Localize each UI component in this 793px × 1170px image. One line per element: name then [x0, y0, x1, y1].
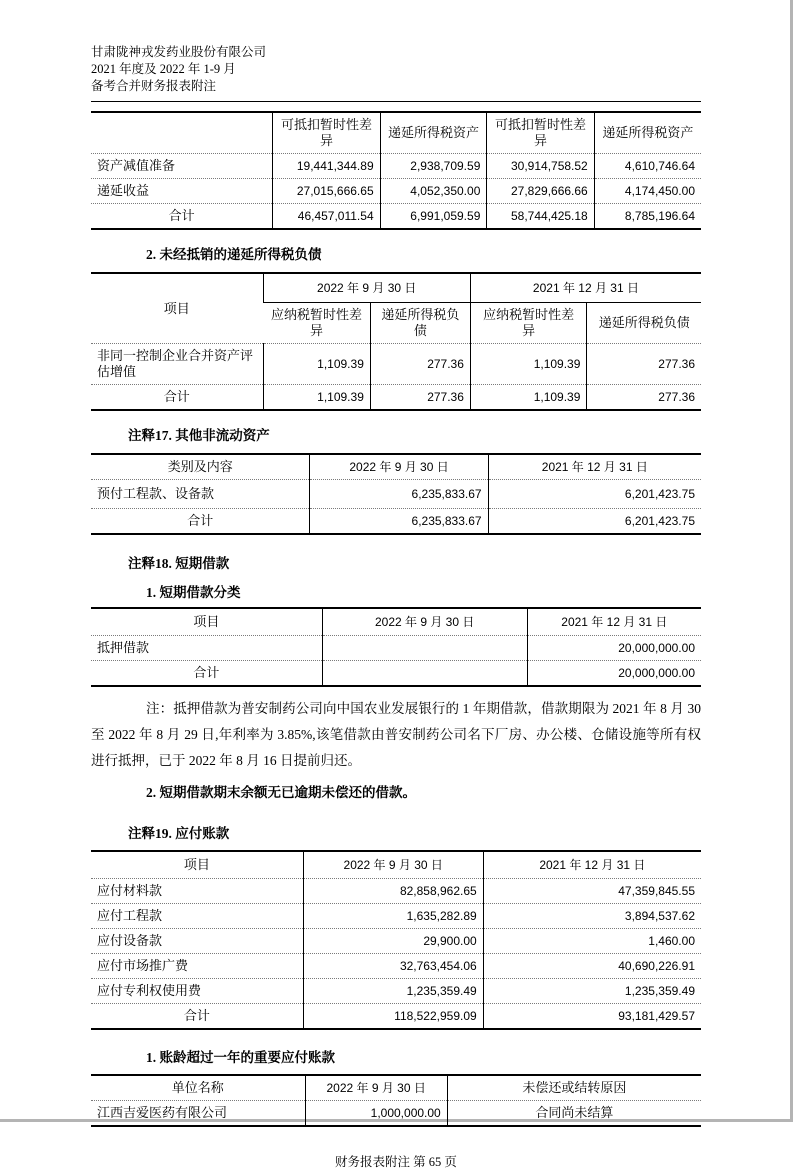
total-row — [91, 204, 701, 230]
column-header: 2022 年 9 月 30 日 — [310, 454, 488, 480]
table-row — [91, 879, 701, 904]
aged-payables-table — [91, 1074, 701, 1127]
table-row — [91, 154, 701, 179]
table-header-row — [91, 608, 701, 636]
cell-value: 277.36 — [587, 385, 701, 411]
table-row — [91, 480, 701, 509]
cell-value: 19,441,344.89 — [273, 154, 380, 179]
cell-value: 6,201,423.75 — [488, 480, 701, 509]
row-label: 非同一控制企业合并资产评估增值 — [91, 344, 263, 385]
total-label: 合计 — [91, 204, 273, 230]
total-label: 合计 — [91, 509, 310, 535]
cell-value: 1,109.39 — [263, 344, 370, 385]
cell-value: 8,785,196.64 — [594, 204, 701, 230]
column-header: 递延所得税资产 — [380, 112, 487, 154]
total-row — [91, 1004, 701, 1030]
cell-value: 47,359,845.55 — [483, 879, 701, 904]
row-label: 江西吉爱医药有限公司 — [91, 1101, 305, 1127]
total-row — [91, 661, 701, 687]
row-label: 预付工程款、设备款 — [91, 480, 310, 509]
section-heading-note18: 注释18. 短期借款 — [128, 556, 230, 571]
cell-value: 20,000,000.00 — [527, 636, 701, 661]
cell-value: 6,235,833.67 — [310, 509, 488, 535]
cell-value: 1,109.39 — [470, 344, 587, 385]
column-header: 应纳税暂时性差异 — [270, 307, 362, 338]
row-label: 递延收益 — [91, 179, 273, 204]
cell-value: 1,235,359.49 — [483, 979, 701, 1004]
cell-value: 277.36 — [370, 344, 470, 385]
cell-value: 1,635,282.89 — [303, 904, 483, 929]
column-header: 2021 年 12 月 31 日 — [488, 454, 701, 480]
row-label: 应付市场推广费 — [91, 954, 303, 979]
section-heading-note17: 注释17. 其他非流动资产 — [128, 428, 270, 443]
cell-value: 277.36 — [370, 385, 470, 411]
table-row — [91, 979, 701, 1004]
total-label: 合计 — [91, 661, 322, 687]
cell-value: 82,858,962.65 — [303, 879, 483, 904]
total-row — [91, 509, 701, 535]
date-group-header: 2021 年 12 月 31 日 — [470, 273, 701, 303]
column-header: 单位名称 — [171, 1080, 224, 1095]
cell-value: 3,894,537.62 — [483, 904, 701, 929]
date-group-header: 2022 年 9 月 30 日 — [263, 273, 470, 303]
row-label: 资产减值准备 — [91, 154, 273, 179]
table-row — [91, 904, 701, 929]
table-row — [91, 929, 701, 954]
row-label: 应付材料款 — [91, 879, 303, 904]
column-header: 2022 年 9 月 30 日 — [322, 608, 527, 636]
cell-value: 277.36 — [587, 344, 701, 385]
cell-value: 40,690,226.91 — [483, 954, 701, 979]
column-header: 2021 年 12 月 31 日 — [527, 608, 701, 636]
subheading-short-term-loans: 1. 短期借款分类 — [146, 585, 241, 600]
cell-value: 93,181,429.57 — [483, 1004, 701, 1030]
cell-value — [322, 636, 527, 661]
header-rule — [91, 101, 701, 102]
column-header — [91, 112, 273, 154]
report-title: 备考合并财务报表附注 — [91, 79, 217, 93]
cell-value: 6,235,833.67 — [310, 480, 488, 509]
cell-value: 27,015,666.65 — [273, 179, 380, 204]
table-row — [91, 636, 701, 661]
column-header: 2022 年 9 月 30 日 — [305, 1075, 447, 1101]
column-header: 类别及内容 — [167, 459, 233, 474]
cell-value: 6,201,423.75 — [488, 509, 701, 535]
total-label: 合计 — [91, 385, 263, 411]
table-row — [91, 1101, 701, 1127]
report-period: 2021 年度及 2022 年 1-9 月 — [91, 62, 236, 76]
page-footer: 财务报表附注 第 65 页 — [335, 1155, 457, 1169]
other-noncurrent-assets-table — [91, 453, 701, 535]
cell-value: 58,744,425.18 — [487, 204, 594, 230]
deferred-tax-assets-table — [91, 111, 701, 230]
page-content — [91, 0, 701, 1170]
company-name: 甘肃陇神戎发药业股份有限公司 — [91, 45, 267, 59]
table-header-row — [91, 851, 701, 879]
short-term-loans-table — [91, 607, 701, 687]
subheading-aged-payables: 1. 账龄超过一年的重要应付账款 — [146, 1050, 335, 1065]
letterhead — [91, 0, 701, 95]
accounts-payable-table — [91, 850, 701, 1030]
loan-note-paragraph: 注：抵押借款为普安制药公司向中国农业发展银行的 1 年期借款，借款期限为 2021 年 8 月 30 至 2022 年 8 月 29 日,年利率为 3.85%,该笔借款由普安制药公司名下厂房、办公楼、仓储设施等所有权进行抵押，已于 2022 年 8 月 16 日提前归还。 — [91, 701, 701, 768]
cell-value — [322, 661, 527, 687]
column-header: 递延所得税负债 — [587, 303, 701, 344]
table-header-row — [91, 1075, 701, 1101]
cell-value: 30,914,758.52 — [487, 154, 594, 179]
column-header: 未偿还或结转原因 — [447, 1075, 701, 1101]
table-header-row — [91, 273, 701, 303]
table-row — [91, 179, 701, 204]
cell-value: 2,938,709.59 — [380, 154, 487, 179]
column-header: 2022 年 9 月 30 日 — [303, 851, 483, 879]
column-header: 可抵扣暂时性差异 — [273, 112, 380, 154]
total-row — [91, 385, 701, 411]
cell-value: 29,900.00 — [303, 929, 483, 954]
column-header: 项目 — [183, 857, 210, 872]
row-label: 应付工程款 — [91, 904, 303, 929]
section-heading-note19: 注释19. 应付账款 — [128, 826, 230, 841]
column-header: 项目 — [193, 614, 220, 629]
cell-value: 118,522,959.09 — [303, 1004, 483, 1030]
cell-value: 1,000,000.00 — [305, 1101, 447, 1127]
table-header-row — [91, 454, 701, 480]
section-heading-deferred-tax-liabilities: 2. 未经抵销的递延所得税负债 — [146, 247, 322, 262]
item-header: 项目 — [163, 300, 190, 316]
cell-value: 32,763,454.06 — [303, 954, 483, 979]
table-header-row — [91, 112, 701, 154]
cell-value: 1,460.00 — [483, 929, 701, 954]
cell-value: 27,829,666.66 — [487, 179, 594, 204]
cell-value: 20,000,000.00 — [527, 661, 701, 687]
deferred-tax-liabilities-table — [91, 272, 701, 411]
column-header: 应纳税暂时性差异 — [470, 303, 587, 344]
cell-value: 6,991,059.59 — [380, 204, 487, 230]
column-header: 递延所得税负债 — [370, 303, 470, 344]
total-label: 合计 — [91, 1004, 303, 1030]
row-label: 应付专利权使用费 — [91, 979, 303, 1004]
column-header: 递延所得税资产 — [594, 112, 701, 154]
row-label: 应付设备款 — [91, 929, 303, 954]
column-header: 2021 年 12 月 31 日 — [483, 851, 701, 879]
cell-value: 1,235,359.49 — [303, 979, 483, 1004]
cell-value: 1,109.39 — [470, 385, 587, 411]
cell-value: 46,457,011.54 — [273, 204, 380, 230]
cell-value: 4,174,450.00 — [594, 179, 701, 204]
column-header: 可抵扣暂时性差异 — [487, 112, 594, 154]
cell-value: 1,109.39 — [263, 385, 370, 411]
subheading-no-overdue-loans: 2. 短期借款期末余额无已逾期未偿还的借款。 — [146, 785, 416, 800]
table-row — [91, 954, 701, 979]
cell-value: 合同尚未结算 — [447, 1101, 701, 1127]
table-row — [91, 344, 701, 385]
row-label: 抵押借款 — [91, 636, 322, 661]
cell-value: 4,052,350.00 — [380, 179, 487, 204]
cell-value: 4,610,746.64 — [594, 154, 701, 179]
